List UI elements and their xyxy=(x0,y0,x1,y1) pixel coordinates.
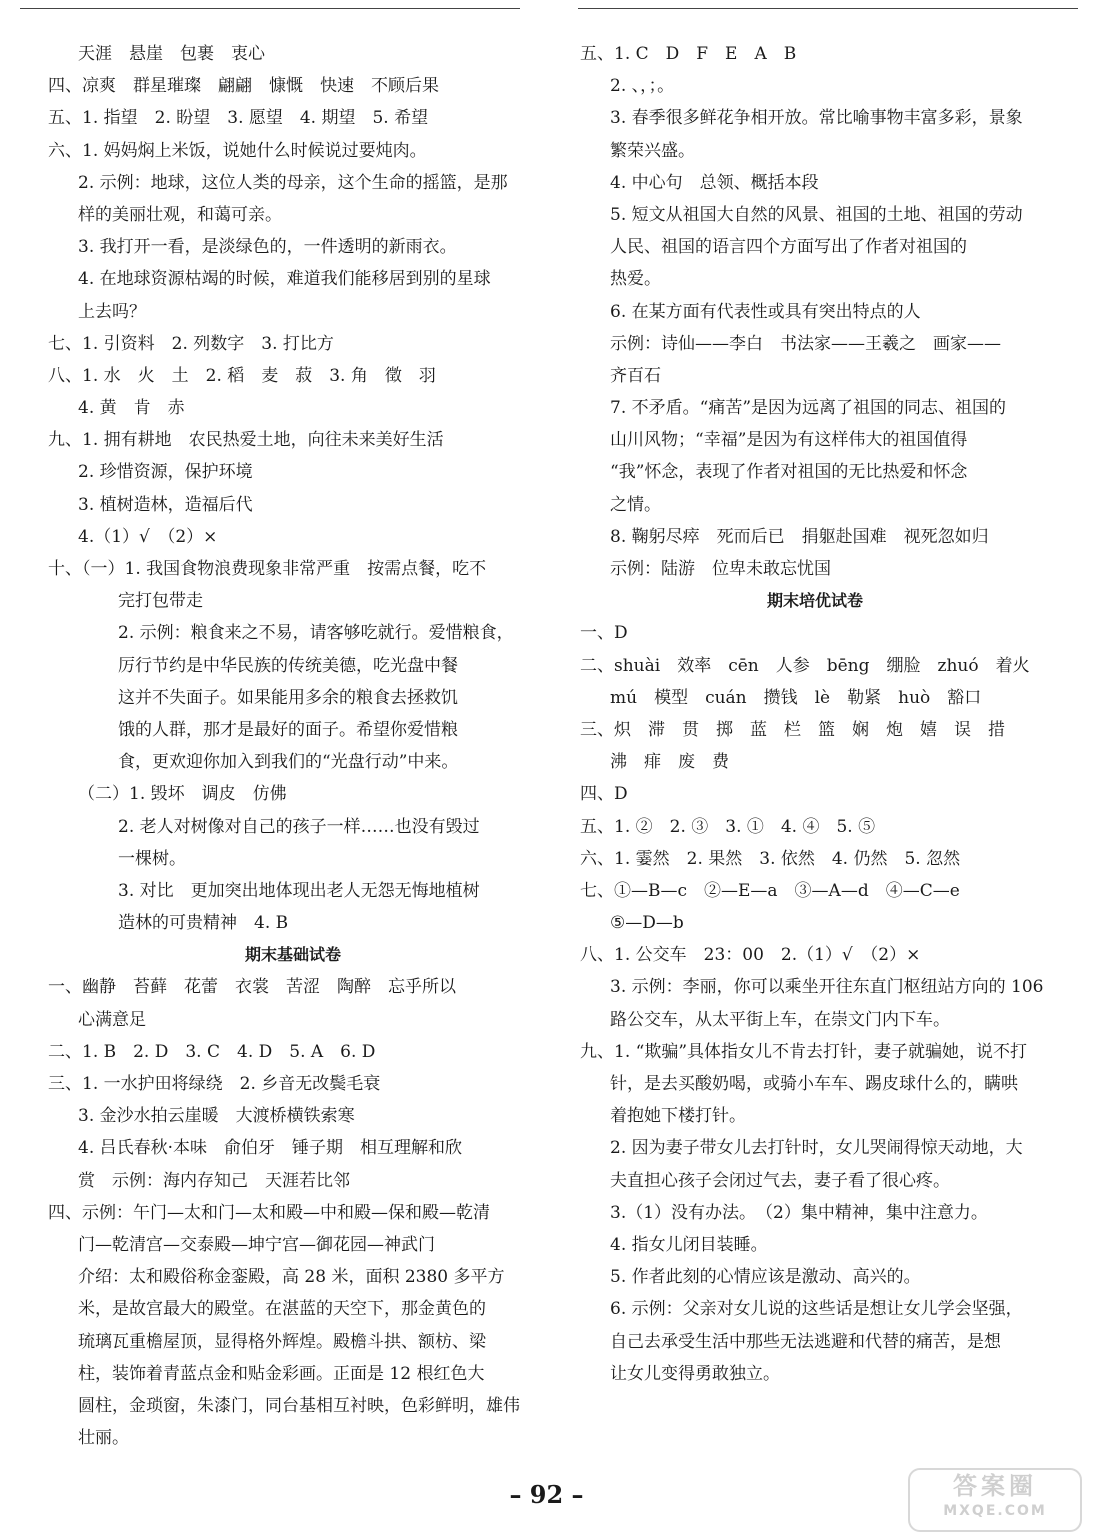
answer-line: 3. 春季很多鲜花争相开放。常比喻事物丰富多彩，景象 xyxy=(610,108,1023,129)
answer-line: 一、幽静 苔藓 花蕾 衣裳 苦涩 陶醉 忘乎所以 xyxy=(48,977,456,998)
answer-line: 示例：诗仙——李白 书法家——王羲之 画家—— xyxy=(610,333,1001,354)
answer-line: 四、D xyxy=(580,784,628,805)
answer-line: 三、1. 一水护田将绿绕 2. 乡音无改鬓毛衰 xyxy=(48,1074,381,1094)
answer-line: 六、1. 霎然 2. 果然 3. 依然 4. 仍然 5. 忽然 xyxy=(580,848,961,869)
answer-line: 心满意足 xyxy=(78,1009,146,1030)
answer-line: 让女儿变得勇敢独立。 xyxy=(610,1363,780,1384)
answer-line: mú 模型 cuán 攒钱 lè 勒紧 huò 豁口 xyxy=(610,687,982,708)
answer-line: 二、shuài 效率 cēn 人参 bēng 绷脸 zhuó 着火 xyxy=(580,655,1030,676)
watermark-logo xyxy=(908,1468,1082,1532)
answer-line: 5. 短文从祖国大自然的风景、祖国的土地、祖国的劳动 xyxy=(610,204,1023,225)
answer-line: 沸 痱 废 费 xyxy=(610,752,729,773)
answer-line: 之情。 xyxy=(610,494,661,515)
answer-line: 4.（1）√ （2）× xyxy=(78,526,218,547)
answer-line: 6. 示例：父亲对女儿说的这些话是想让女儿学会坚强， xyxy=(610,1299,1023,1320)
answer-line: 2. 老人对树像对自己的孩子一样……也没有毁过 xyxy=(118,816,480,837)
answer-line: 齐百石 xyxy=(610,365,661,386)
answer-line: 路公交车，从太平街上车，在崇文门内下车。 xyxy=(610,1009,950,1030)
answer-line: 造林的可贵精神 4. B xyxy=(118,913,289,934)
right-answer-column xyxy=(580,38,1050,1390)
answer-line: 五、1. ② 2. ③ 3. ① 4. ④ 5. ⑤ xyxy=(580,816,876,837)
answer-line: 十、（一）1. 我国食物浪费现象非常严重 按需点餐，吃不 xyxy=(48,559,487,579)
answer-line: 五、1. C D F E A B xyxy=(580,44,797,64)
answer-line: 一、D xyxy=(580,623,628,644)
top-rule-left xyxy=(20,8,520,9)
answer-line: 天涯 悬崖 包裹 衷心 xyxy=(78,44,265,64)
answer-line: 山川风物；“幸福”是因为有这样伟大的祖国值得 xyxy=(610,430,968,451)
answer-line: 4. 中心句 总领、概括本段 xyxy=(610,172,819,193)
answer-line: 上去吗？ xyxy=(78,301,146,322)
answer-line: 4. 黄 肯 赤 xyxy=(78,398,185,419)
answer-line: “我”怀念，表现了作者对祖国的无比热爱和怀念 xyxy=(610,462,968,483)
answer-line: 2. 因为妻子带女儿去打针时，女儿哭闹得惊天动地，大 xyxy=(610,1138,1023,1159)
answer-line: （二）1. 毁坏 调皮 仿佛 xyxy=(78,784,287,805)
answer-line: 人民、祖国的语言四个方面写出了作者对祖国的 xyxy=(610,237,967,258)
section-heading: 期末基础试卷 xyxy=(244,945,341,965)
answer-line: 4. 指女儿闭目装睡。 xyxy=(610,1234,768,1255)
answer-line: 针，是去买酸奶喝，或骑小车车、踢皮球什么的，瞒哄 xyxy=(610,1074,1018,1094)
answer-line: 5. 作者此刻的心情应该是激动、高兴的。 xyxy=(610,1267,921,1288)
answer-line: 样的美丽壮观，和蔼可亲。 xyxy=(78,204,282,225)
left-answer-column xyxy=(48,38,538,1454)
answer-line: 圆柱，金琐窗，朱漆门，同台基相互衬映，色彩鲜明，雄伟 xyxy=(78,1395,520,1416)
answer-line: 八、1. 水 火 土 2. 稻 麦 菽 3. 角 徵 羽 xyxy=(48,365,436,386)
answer-line: 介绍：太和殿俗称金銮殿，高 28 米，面积 2380 多平方 xyxy=(78,1267,505,1288)
answer-line: 3. 示例：李丽，你可以乘坐开往东直门枢纽站方向的 106 xyxy=(610,977,1044,998)
answer-line: 热爱。 xyxy=(610,269,661,290)
page-number: – 92 – xyxy=(509,1480,584,1509)
answer-line: 3.（1）没有办法。 （2）集中精神，集中注意力。 xyxy=(610,1202,988,1223)
answer-line: 示例：陆游 位卑未敢忘忧国 xyxy=(610,559,831,579)
answer-line: 3. 金沙水拍云崖暖 大渡桥横铁索寒 xyxy=(78,1106,355,1127)
answer-line: 食，更欢迎你加入到我们的“光盘行动”中来。 xyxy=(118,752,459,773)
answer-line: 夫直担心孩子会闭过气去，妻子看了很心疼。 xyxy=(610,1170,950,1191)
answer-line: 繁荣兴盛。 xyxy=(610,140,695,161)
answer-line: 自己去承受生活中那些无法逃避和代替的痛苦，是想 xyxy=(610,1331,1001,1352)
answer-line: 2. 示例：地球，这位人类的母亲，这个生命的摇篮，是那 xyxy=(78,172,508,193)
answer-line: 3. 我打开一看，是淡绿色的，一件透明的新雨衣。 xyxy=(78,237,457,258)
answer-line: 柱，装饰着青蓝点金和贴金彩画。正面是 12 根红色大 xyxy=(78,1363,485,1384)
answer-line: ⑤—D—b xyxy=(610,913,684,934)
answer-line: 2. 珍惜资源，保护环境 xyxy=(78,462,253,483)
watermark-url: MXQE.COM xyxy=(943,1503,1047,1519)
answer-line: 壮丽。 xyxy=(78,1428,129,1449)
answer-line: 8. 鞠躬尽瘁 死而后已 捐躯赴国难 视死忽如归 xyxy=(610,526,989,547)
answer-line: 琉璃瓦重檐屋顶，显得格外辉煌。殿檐斗拱、额枋、梁 xyxy=(78,1331,486,1352)
answer-line: 七、1. 引资料 2. 列数字 3. 打比方 xyxy=(48,333,334,354)
answer-line: 八、1. 公交车 23：00 2.（1）√ （2）× xyxy=(580,945,921,966)
answer-line: 六、1. 妈妈焖上米饭，说她什么时候说过要炖肉。 xyxy=(48,140,427,161)
answer-line: 2. 示例：粮食来之不易，请客够吃就行。爱惜粮食， xyxy=(118,623,514,644)
answer-line: 米，是故宫最大的殿堂。在湛蓝的天空下，那金黄色的 xyxy=(78,1299,486,1320)
answer-line: 四、示例：午门—太和门—太和殿—中和殿—保和殿—乾清 xyxy=(48,1202,490,1223)
answer-line: 饿的人群，那才是最好的面子。希望你爱惜粮 xyxy=(118,719,458,740)
top-rule-right xyxy=(578,8,1078,9)
answer-line: 三、炽 滞 贯 掷 蓝 栏 篮 娴 炮 嬉 误 措 xyxy=(580,719,1005,740)
answer-line: 五、1. 指望 2. 盼望 3. 愿望 4. 期望 5. 希望 xyxy=(48,108,429,129)
answer-line: 九、1. 拥有耕地 农民热爱土地，向往未来美好生活 xyxy=(48,430,444,451)
answer-line: 4. 吕氏春秋·本味 俞伯牙 锤子期 相互理解和欣 xyxy=(78,1138,463,1159)
answer-line: 2. 、，；。 xyxy=(610,76,675,97)
answer-line: 6. 在某方面有代表性或具有突出特点的人 xyxy=(610,301,921,322)
answer-line: 四、凉爽 群星璀璨 翩翩 慷慨 快速 不顾后果 xyxy=(48,76,439,97)
watermark-text: 答案圈 xyxy=(953,1472,1037,1500)
answer-line: 二、1. B 2. D 3. C 4. D 5. A 6. D xyxy=(48,1041,376,1062)
answer-line: 赏 示例：海内存知己 天涯若比邻 xyxy=(78,1170,350,1191)
answer-line: 3. 对比 更加突出地体现出老人无怨无悔地植树 xyxy=(118,880,480,901)
answer-line: 门—乾清宫—交泰殿—坤宁宫—御花园—神武门 xyxy=(78,1234,435,1255)
section-heading: 期末培优试卷 xyxy=(766,591,863,611)
answer-line: 完打包带走 xyxy=(118,591,203,612)
answer-line: 着抱她下楼打针。 xyxy=(610,1106,746,1127)
answer-line: 七、①—B—c ②—E—a ③—A—d ④—C—e xyxy=(580,880,960,901)
answer-line: 3. 植树造林，造福后代 xyxy=(78,494,253,515)
answer-line: 这并不失面子。如果能用多余的粮食去拯救饥 xyxy=(118,687,458,708)
answer-line: 一棵树。 xyxy=(118,848,186,869)
answer-line: 7. 不矛盾。“痛苦”是因为远离了祖国的同志、祖国的 xyxy=(610,398,1007,419)
answer-line: 九、1. “欺骗”具体指女儿不肯去打针，妻子就骗她，说不打 xyxy=(580,1041,1028,1062)
answer-line: 4. 在地球资源枯竭的时候，难道我们能移居到别的星球 xyxy=(78,269,491,290)
answer-line: 厉行节约是中华民族的传统美德，吃光盘中餐 xyxy=(118,655,458,676)
